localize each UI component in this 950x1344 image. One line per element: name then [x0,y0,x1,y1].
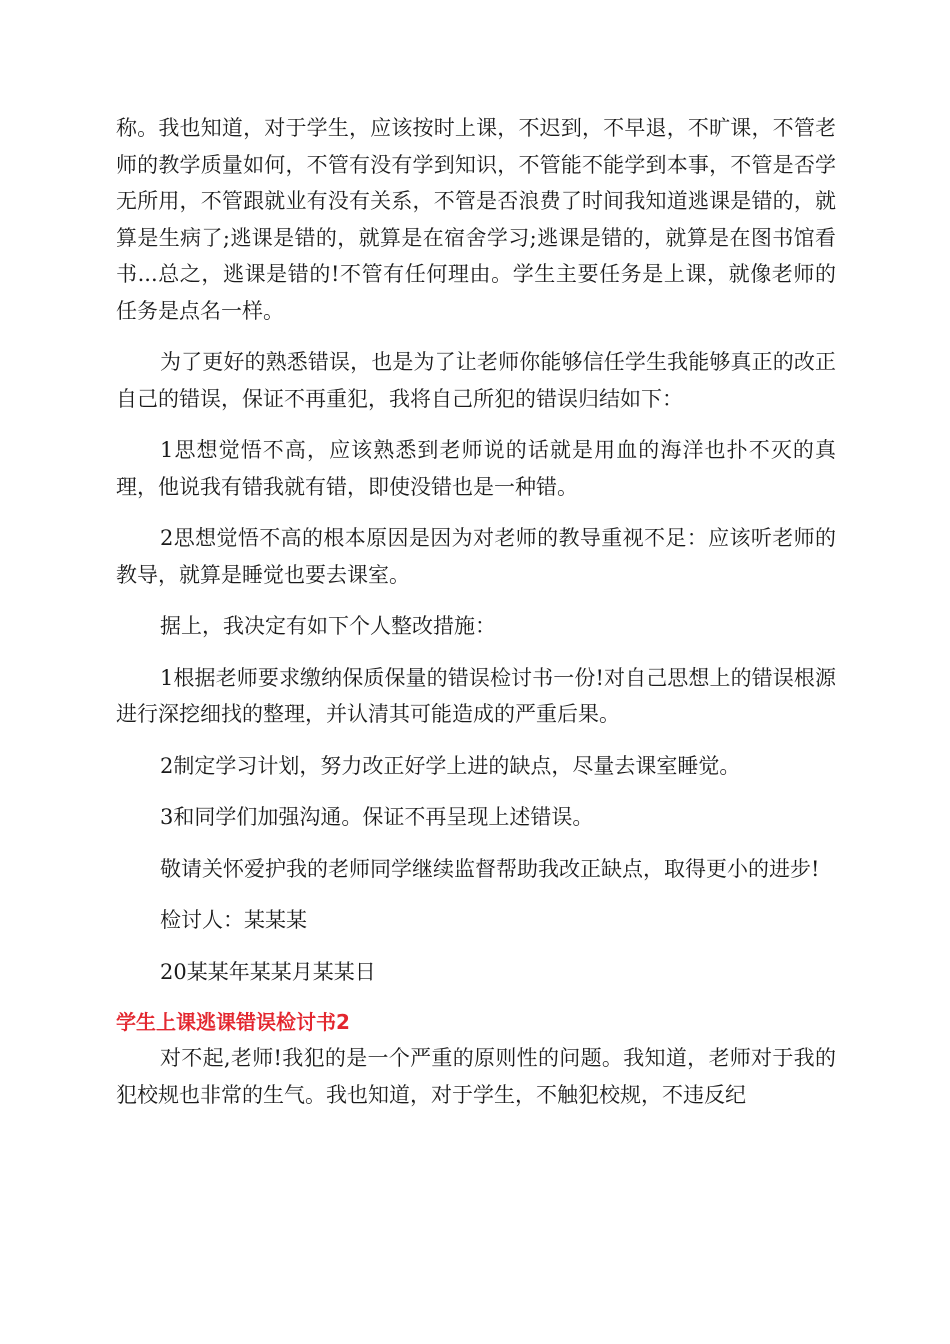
paragraph-measures-intro: 据上，我决定有如下个人整改措施： [160,614,496,638]
paragraph-measure-3: 3和同学们加强沟通。保证不再呈现上述错误。 [160,805,594,829]
signature-author: 检讨人：某某某 [160,908,307,932]
paragraph-measure-2: 2制定学习计划，努力改正好学上进的缺点，尽量去课室睡觉。 [160,753,741,778]
section-heading: 学生上课逃课错误检讨书2 [116,1010,350,1034]
paragraph-intro-summary: 为了更好的熟悉错误，也是为了让老师你能够信任学生我能够真正的改正自己的错误，保证不再重犯，我将自己所犯的错误归结如下： [116,350,836,411]
paragraph-error-2: 2思想觉悟不高的根本原因是因为对老师的教导重视不足：应该听老师的教导，就算是睡觉也要去课室。 [116,526,836,587]
signature-date: 20某某年某某月某某日 [160,959,376,984]
paragraph-continuation: 称。我也知道，对于学生，应该按时上课，不迟到，不早退，不旷课，不管老师的教学质量如何，不管有没有学到知识，不管能不能学到本事，不管是否学无所用，不管跟就业有没有关系，不管是否浪费了时间我知道逃课是错的，就算是生病了;逃课是错的，就算是在宿舍学习;逃课是错的，就算是在图书馆看书...总之，逃课是错的!不管有任何理由。学生主要任务是上课，就像老师的任务是点名一样。 [116,116,836,323]
document-body [116,110,836,1113]
paragraph-measure-1: 1根据老师要求缴纳保质保量的错误检讨书一份!对自己思想上的错误根源进行深挖细找的整理，并认清其可能造成的严重后果。 [116,665,836,726]
paragraph-section-2-opening: 对不起,老师!我犯的是一个严重的原则性的问题。我知道，老师对于我的犯校规也非常的生气。我也知道，对于学生，不触犯校规，不违反纪 [116,1046,836,1107]
paragraph-closing-request: 敬请关怀爱护我的老师同学继续监督帮助我改正缺点，取得更小的进步! [160,856,820,881]
paragraph-error-1: 1思想觉悟不高，应该熟悉到老师说的话就是用血的海洋也扑不灭的真理，他说我有错我就有错，即使没错也是一种错。 [116,438,836,499]
